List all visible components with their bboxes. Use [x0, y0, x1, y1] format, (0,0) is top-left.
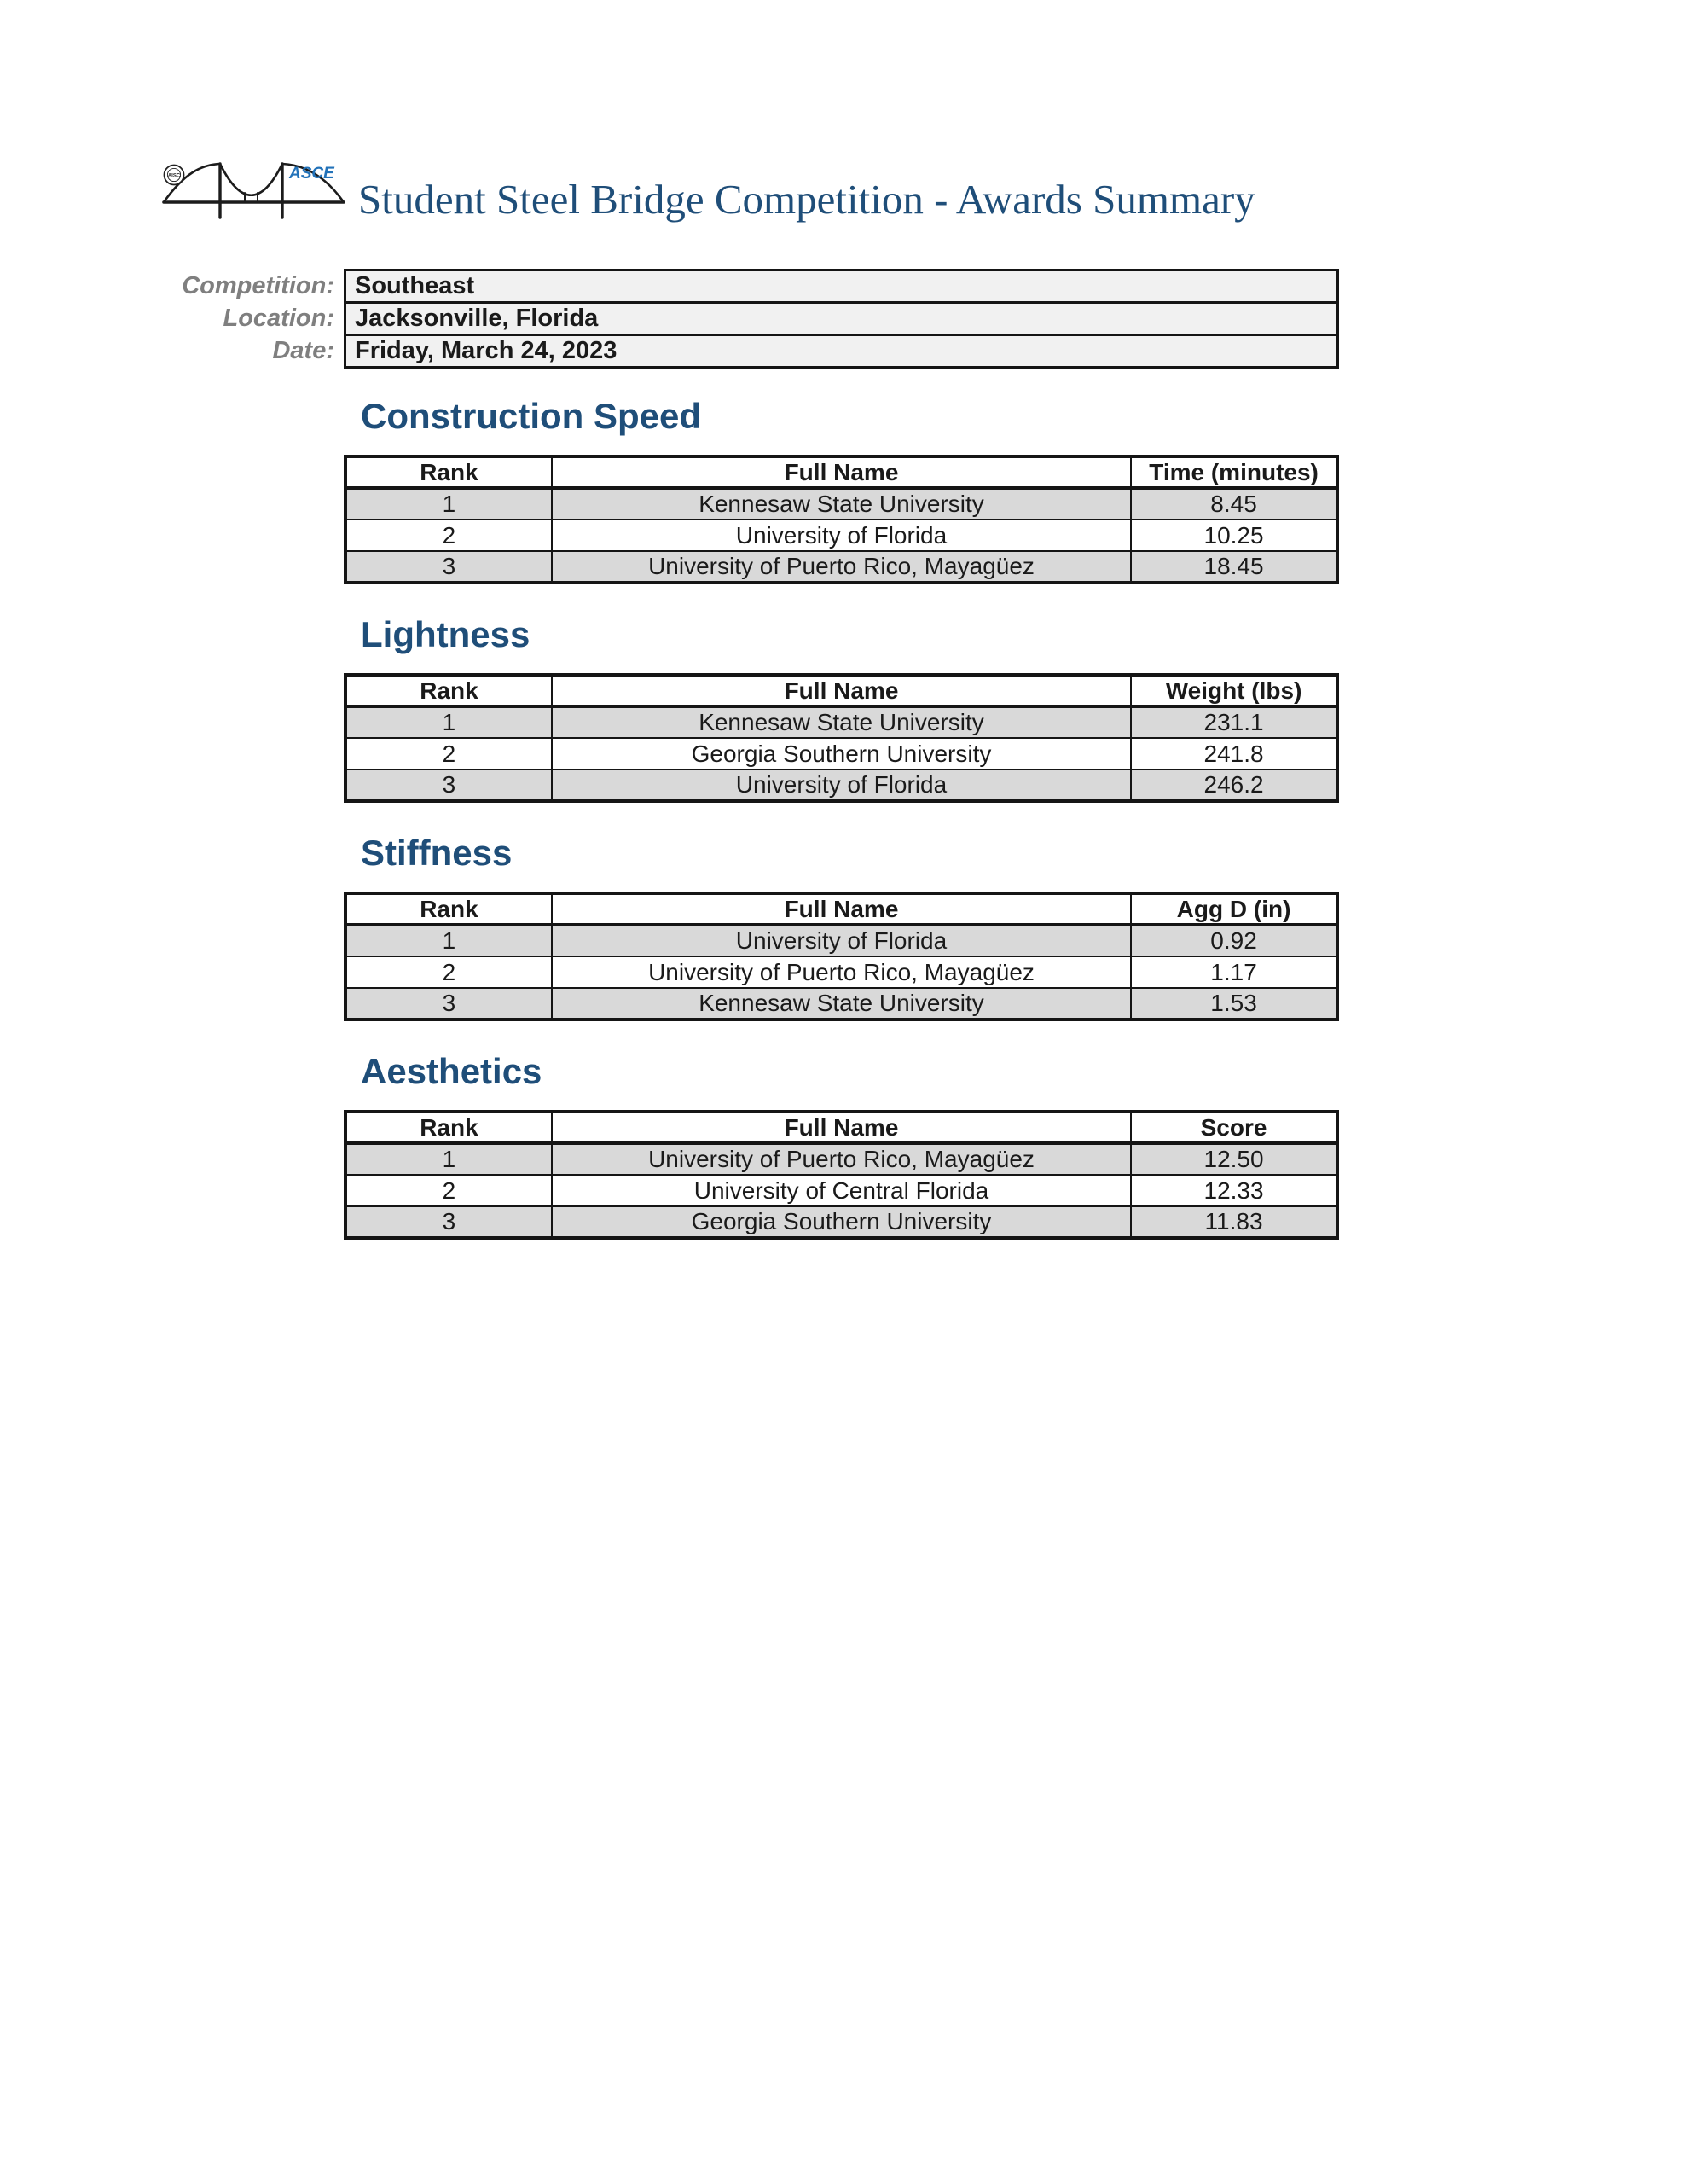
value-cell: 231.1	[1131, 706, 1337, 738]
rank-cell: 1	[345, 1143, 552, 1175]
team-name-cell: University of Central Florida	[552, 1175, 1131, 1206]
table-row	[345, 706, 1337, 738]
rank-cell: 3	[345, 1206, 552, 1238]
column-header: Time (minutes)	[1131, 456, 1337, 488]
team-name-cell: Georgia Southern University	[552, 738, 1131, 770]
column-header: Full Name	[552, 456, 1131, 488]
assoc-logo	[162, 156, 345, 223]
value-cell: 246.2	[1131, 770, 1337, 801]
rank-cell: 1	[345, 925, 552, 956]
team-name-cell: University of Puerto Rico, Mayagüez	[552, 551, 1131, 583]
table-header-row	[345, 1112, 1337, 1143]
team-name-cell: Kennesaw State University	[552, 488, 1131, 520]
table-row	[345, 488, 1337, 520]
rank-cell: 2	[345, 738, 552, 770]
info-row	[182, 269, 1339, 304]
column-header: Score	[1131, 1112, 1337, 1143]
award-table	[344, 892, 1339, 1021]
team-name-cell: University of Puerto Rico, Mayagüez	[552, 1143, 1131, 1175]
value-cell: 0.92	[1131, 925, 1337, 956]
info-row	[223, 301, 1339, 336]
table-row	[345, 1143, 1337, 1175]
info-field-label: Competition:	[182, 272, 334, 299]
info-field-value: Friday, March 24, 2023	[355, 337, 617, 364]
column-header: Rank	[345, 456, 552, 488]
aisc-seal-icon	[165, 166, 184, 185]
table-header-row	[345, 675, 1337, 706]
award-section	[344, 615, 1339, 803]
table-row	[345, 551, 1337, 583]
section-title: Construction Speed	[361, 396, 702, 436]
team-name-cell: Kennesaw State University	[552, 706, 1131, 738]
award-section	[344, 397, 1339, 584]
seal-text: AISC	[167, 173, 181, 179]
table-row	[345, 956, 1337, 988]
column-header: Full Name	[552, 1112, 1131, 1143]
info-field-value: Jacksonville, Florida	[355, 305, 599, 332]
column-header: Rank	[345, 1112, 552, 1143]
value-cell: 12.50	[1131, 1143, 1337, 1175]
info-field-label: Location:	[223, 305, 334, 332]
rank-cell: 3	[345, 988, 552, 1019]
info-block	[182, 269, 1339, 369]
table-row	[345, 925, 1337, 956]
doc-header	[162, 156, 1602, 233]
value-cell: 8.45	[1131, 488, 1337, 520]
value-cell: 12.33	[1131, 1175, 1337, 1206]
team-name-cell: University of Florida	[552, 520, 1131, 551]
table-row	[345, 1175, 1337, 1206]
rank-cell: 1	[345, 488, 552, 520]
section-title: Lightness	[361, 614, 530, 654]
team-name-cell: Kennesaw State University	[552, 988, 1131, 1019]
column-header: Rank	[345, 893, 552, 925]
value-cell: 10.25	[1131, 520, 1337, 551]
bridge-logo-icon	[162, 156, 345, 223]
asce-logo-text: ASCE	[289, 165, 334, 183]
value-cell: 11.83	[1131, 1206, 1337, 1238]
award-section	[344, 834, 1339, 1021]
award-section	[344, 1052, 1339, 1240]
table-header-row	[345, 893, 1337, 925]
table-row	[345, 738, 1337, 770]
info-row	[272, 334, 1339, 369]
table-row	[345, 520, 1337, 551]
team-name-cell: University of Puerto Rico, Mayagüez	[552, 956, 1131, 988]
value-cell: 1.53	[1131, 988, 1337, 1019]
table-header-row	[345, 456, 1337, 488]
section-title: Aesthetics	[361, 1051, 542, 1091]
info-field-value: Southeast	[355, 272, 475, 299]
award-table	[344, 673, 1339, 803]
value-cell: 18.45	[1131, 551, 1337, 583]
section-title: Stiffness	[361, 833, 513, 873]
table-row	[345, 1206, 1337, 1238]
award-table	[344, 1110, 1339, 1240]
column-header: Weight (lbs)	[1131, 675, 1337, 706]
page-title: Student Steel Bridge Competition - Awards Summary	[358, 176, 1255, 223]
rank-cell: 3	[345, 770, 552, 801]
column-header: Agg D (in)	[1131, 893, 1337, 925]
value-cell: 241.8	[1131, 738, 1337, 770]
rank-cell: 2	[345, 1175, 552, 1206]
table-row	[345, 770, 1337, 801]
rank-cell: 2	[345, 520, 552, 551]
team-name-cell: University of Florida	[552, 925, 1131, 956]
table-row	[345, 988, 1337, 1019]
value-cell: 1.17	[1131, 956, 1337, 988]
column-header: Rank	[345, 675, 552, 706]
team-name-cell: University of Florida	[552, 770, 1131, 801]
award-sections	[344, 366, 1339, 1240]
rank-cell: 1	[345, 706, 552, 738]
column-header: Full Name	[552, 893, 1131, 925]
award-table	[344, 455, 1339, 584]
rank-cell: 3	[345, 551, 552, 583]
team-name-cell: Georgia Southern University	[552, 1206, 1131, 1238]
column-header: Full Name	[552, 675, 1131, 706]
rank-cell: 2	[345, 956, 552, 988]
info-field-label: Date:	[272, 337, 334, 364]
